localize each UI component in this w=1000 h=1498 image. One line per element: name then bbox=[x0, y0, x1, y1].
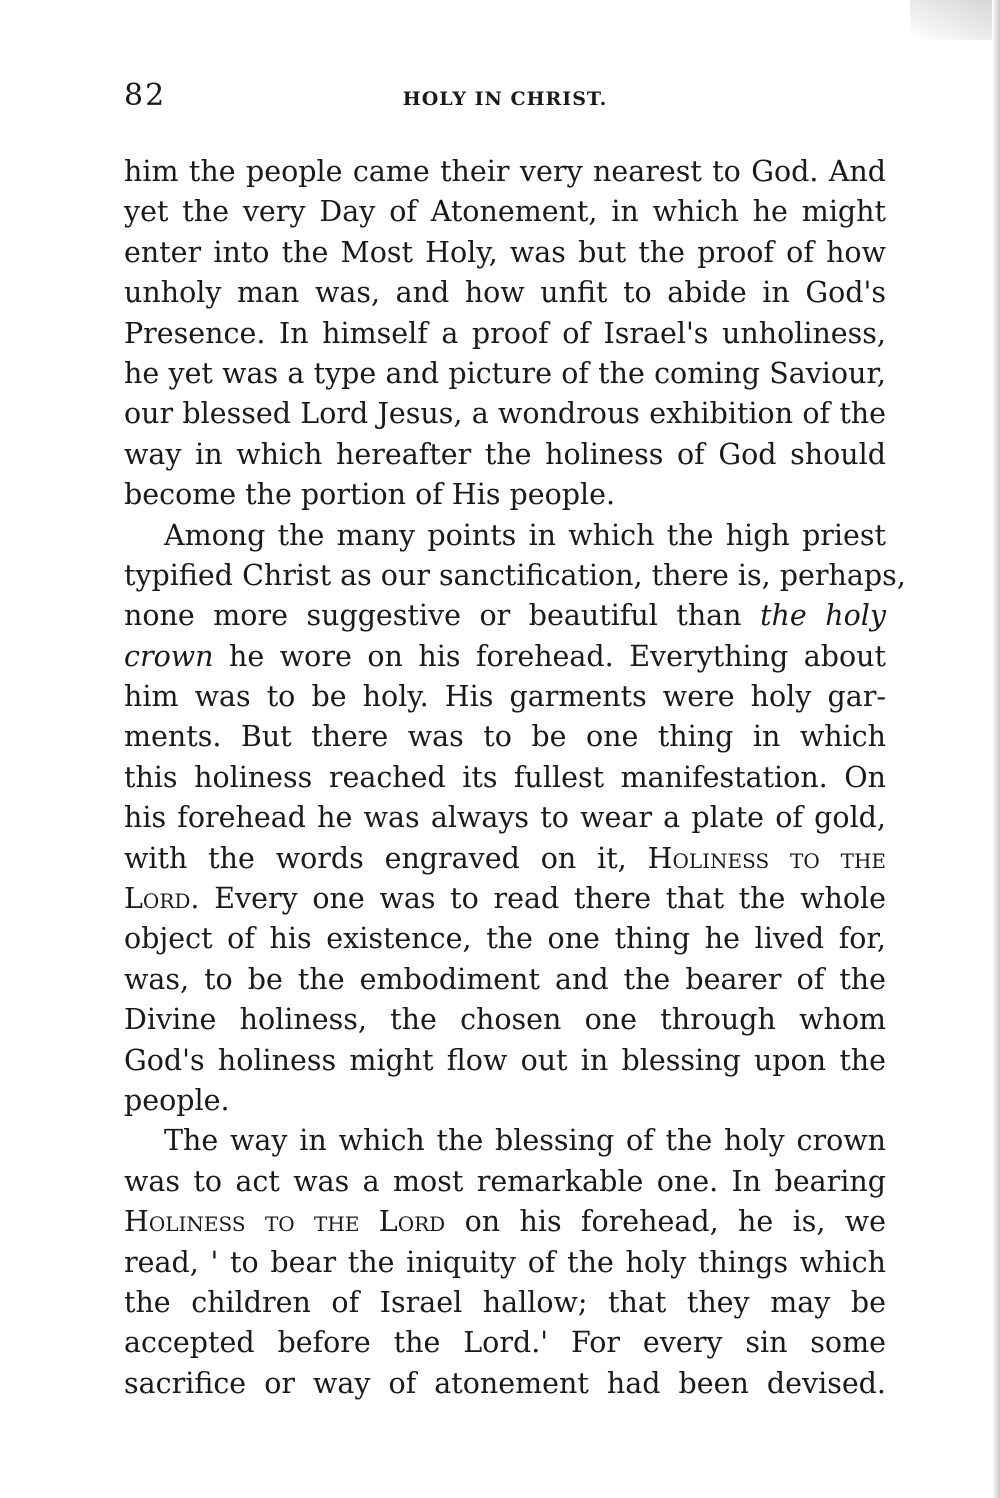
text-line: unholy man was, and how unfit to abide in God's bbox=[124, 276, 886, 310]
text-line: people. bbox=[124, 1083, 230, 1117]
text-line: the children of Israel hallow; that they may be bbox=[124, 1285, 886, 1319]
text-segment: none more suggestive or beautiful than bbox=[124, 599, 742, 633]
italic-phrase: crown bbox=[124, 639, 214, 673]
body-text bbox=[124, 152, 906, 1404]
text-line: Among the many points in which the high priest bbox=[164, 518, 886, 552]
text-line: Presence. In himself a proof of Israel's unholiness, bbox=[124, 316, 886, 350]
text-line: was, to be the embodiment and the bearer of the bbox=[124, 962, 886, 996]
page-header bbox=[124, 78, 886, 122]
page-number: 82 bbox=[124, 78, 167, 113]
text-line bbox=[124, 1202, 886, 1242]
text-line bbox=[124, 839, 886, 879]
text-line: become the portion of His people. bbox=[124, 478, 616, 512]
text-line: accepted before the Lord.' For every sin some bbox=[124, 1326, 886, 1360]
text-line: him the people came their very nearest to God. And bbox=[124, 155, 886, 188]
text-line bbox=[124, 596, 886, 636]
italic-phrase: the holy bbox=[760, 599, 886, 633]
text-line: sacrifice or way of atonement had been devised. bbox=[124, 1366, 886, 1400]
page-corner-shadow bbox=[910, 0, 1000, 40]
text-line: he yet was a type and picture of the coming Saviour, bbox=[124, 356, 886, 390]
running-head: HOLY IN CHRIST. bbox=[402, 88, 608, 110]
text-line bbox=[124, 637, 886, 677]
text-line: was to act was a most remarkable one. In bearing bbox=[124, 1164, 886, 1198]
text-line: our blessed Lord Jesus, a wondrous exhibition of the bbox=[124, 397, 886, 431]
text-line: his forehead he was always to wear a plate of gold, bbox=[124, 801, 886, 835]
text-segment: he wore on his forehead. Everything about bbox=[229, 639, 886, 673]
text-line: object of his existence, the one thing he lived for, bbox=[124, 922, 886, 956]
text-line: ments. But there was to be one thing in which bbox=[124, 720, 886, 754]
text-segment: Every one was to read there that the whole bbox=[214, 882, 886, 916]
text-line: this holiness reached its fullest manifestation. On bbox=[124, 760, 886, 794]
small-caps-phrase: Holiness to the Lord bbox=[124, 1205, 446, 1239]
page-edge-shadow bbox=[992, 0, 1000, 1498]
text-line: Divine holiness, the chosen one through whom bbox=[124, 1003, 886, 1037]
text-line bbox=[124, 879, 886, 919]
small-caps-phrase: Holiness to the bbox=[647, 841, 886, 875]
text-segment: with the words engraved on it, bbox=[124, 841, 627, 875]
text-line: typified Christ as our sanctification, there is, perhaps, bbox=[124, 558, 906, 592]
text-line: yet the very Day of Atonement, in which he might bbox=[124, 195, 886, 229]
text-line: God's holiness might flow out in blessing upon the bbox=[124, 1043, 886, 1077]
text-line: enter into the Most Holy, was but the proof of how bbox=[124, 235, 886, 269]
small-caps-phrase: Lord. bbox=[124, 882, 200, 916]
text-segment: on his forehead, he is, we bbox=[464, 1205, 887, 1239]
text-line: The way in which the blessing of the holy crown bbox=[164, 1124, 886, 1158]
text-line: him was to be holy. His garments were holy gar- bbox=[124, 680, 886, 714]
text-line: read, ' to bear the iniquity of the holy things which bbox=[124, 1245, 886, 1279]
text-line: way in which hereafter the holiness of God should bbox=[124, 437, 886, 471]
